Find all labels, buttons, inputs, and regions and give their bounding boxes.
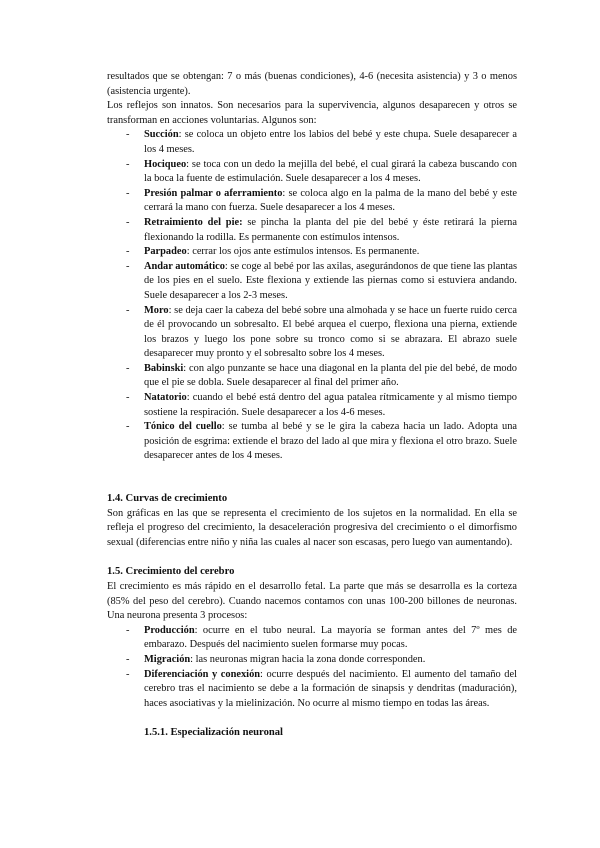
list-item: - Presión palmar o aferramiento: se coloca algo en la palma de la mano del bebé y este cerrará la mano con fuerza. Suele desaparecer a los 4 meses. (126, 187, 517, 214)
term: Natatorio (144, 392, 187, 404)
term: Tónico del cuello (144, 421, 222, 433)
term: Producción (144, 624, 195, 636)
page-content (107, 70, 517, 741)
intro-continuation: resultados que se obtengan: 7 o más (buenas condiciones), 4-6 (necesita asistencia) y 3 o menos (asistencia urgente). (107, 71, 517, 97)
list-item: - Succión: se coloca un objeto entre los labios del bebé y este chupa. Suele desaparecer a los 4 meses. (126, 129, 517, 155)
term: Migración (144, 653, 191, 665)
description: : se deja caer la cabeza del bebé sobre una almohada y se hace un fuerte ruido cerca de él provocando un sobresalto. El bebé arquea el cuerpo, flexiona una pierna, extiende los brazos y luego los pone sobre su tronco como si se abrazara. El abrazo suele desaparecer muy pronto y el sobresalto sobre los 4 meses. (144, 304, 517, 360)
description: : ocurre en el tubo neural. La mayoría se forman antes del 7º mes de embarazo. Después del nacimiento suelen formarse muy pocas. (144, 624, 517, 651)
list-item: - Moro: se deja caer la cabeza del bebé sobre una almohada y se hace un fuerte ruido cerca de él provocando un sobresalto. El bebé arquea el cuerpo, flexiona una pierna, extiende los brazos y luego los pone sobre su tronco como si se abrazara. El abrazo suele desaparecer muy pronto y el sobresalto sobre los 4 meses. (126, 304, 517, 360)
section-heading: 1.4. Curvas de crecimiento (107, 493, 228, 505)
list-item: - Hociqueo: se toca con un dedo la mejilla del bebé, el cual girará la cabeza buscando con la boca la fuente de estimulación. Suele desaparecer a los 4 meses. (126, 158, 517, 185)
processes-list (107, 624, 517, 712)
description: : las neuronas migran hacia la zona donde corresponden. (190, 653, 426, 665)
term: Succión (144, 129, 179, 141)
description: : con algo punzante se hace una diagonal en la planta del pie del bebé, de modo que el pie se dobla. Suele desaparecer al final del primer año. (144, 362, 517, 389)
list-item: - Producción: ocurre en el tubo neural. La mayoría se forman antes del 7º mes de embarazo. Después del nacimiento suelen formarse muy pocas. (126, 624, 517, 651)
description: : ocurre después del nacimiento. El aumento del tamaño del cerebro tras el nacimiento se debe a la formación de sinapsis y dendritas (maduración), haces asociativas y la mielinización. No ocurre al mismo tiempo en todas las áreas. (144, 668, 517, 709)
term: Diferenciación y conexión (144, 668, 261, 680)
section-body: El crecimiento es más rápido en el desarrollo fetal. La parte que más se desarrolla es la corteza (85% del peso del cerebro). Cuando nacemos contamos con unas 100-200 billones de neuronas. Una neurona presenta 3 procesos: (107, 581, 517, 622)
term: Babinski (144, 362, 184, 374)
reflexes-intro: Los reflejos son innatos. Son necesarios para la supervivencia, algunos desaparecen y otros se transforman en acciones voluntarias. Algunos son: (107, 100, 517, 126)
reflexes-list (107, 128, 517, 464)
description: se pincha la planta del pie del bebé y éste retirará la pierna flexionando la rodilla. Es permanente con estímulos intensos. (144, 216, 517, 243)
description: : se coloca un objeto entre los labios del bebé y este chupa. Suele desaparecer a los 4 meses. (144, 129, 517, 155)
description: : cuando el bebé está dentro del agua patalea rítmicamente y al mismo tiempo sostiene la respiración. Suele desaparecer a los 4-6 meses. (144, 392, 517, 418)
description: : se tumba al bebé y se le gira la cabeza hacia un lado. Adopta una posición de esgrima: extiende el brazo del lado al que mira y flexiona el otro brazo. Suele desaparecer antes de los 4 meses. (144, 421, 518, 462)
list-item: - Parpadeo: cerrar los ojos ante estímulos intensos. Es permanente. (126, 246, 420, 258)
term: Presión palmar o aferramiento (144, 187, 283, 199)
list-item: - Tónico del cuello: se tumba al bebé y se le gira la cabeza hacia un lado. Adopta una posición de esgrima: extiende el brazo del lado al que mira y flexiona el otro brazo. Suele desaparecer antes de los 4 meses. (126, 421, 518, 462)
list-item: - Diferenciación y conexión: ocurre después del nacimiento. El aumento del tamaño del cerebro tras el nacimiento se debe a la formación de sinapsis y dendritas (maduración), haces asociativas y la mielinización. No ocurre al mismo tiempo en todas las áreas. (126, 668, 517, 709)
list-item: - Migración: las neuronas migran hacia la zona donde corresponden. (126, 653, 426, 665)
description: : se coloca algo en la palma de la mano del bebé y este cerrará la mano con fuerza. Suele desaparecer a los 4 meses. (144, 187, 517, 214)
term: Hociqueo (144, 158, 187, 170)
term: Retraimiento del pie: (144, 216, 243, 228)
subsection-heading: 1.5.1. Especialización neuronal (144, 727, 284, 739)
list-item: - Natatorio: cuando el bebé está dentro del agua patalea rítmicamente y al mismo tiempo sostiene la respiración. Suele desaparecer a los 4-6 meses. (126, 392, 517, 418)
description: : se toca con un dedo la mejilla del bebé, el cual girará la cabeza buscando con la boca la fuente de estimulación. Suele desaparecer a los 4 meses. (144, 158, 517, 185)
section-body: Son gráficas en las que se representa el crecimiento de los sujetos en la normalidad. En ella se refleja el progreso del crecimiento, la desaceleración progresiva del crecimiento o el dimorfismo sexual (diferencias entre niño y niña las cuales al nacer son escasas, pero luego van aumentando). (107, 507, 517, 548)
description: : cerrar los ojos ante estímulos intensos. Es permanente. (186, 246, 420, 258)
list-item: - Babinski: con algo punzante se hace una diagonal en la planta del pie del bebé, de modo que el pie se dobla. Suele desaparecer al final del primer año. (126, 362, 517, 389)
term: Moro (144, 304, 169, 316)
term: Andar automático (144, 260, 225, 272)
term: Parpadeo (144, 246, 187, 258)
section-heading: 1.5. Crecimiento del cerebro (107, 566, 235, 578)
list-item: - Retraimiento del pie: se pincha la planta del pie del bebé y éste retirará la pierna flexionando la rodilla. Es permanente con estímulos intensos. (126, 216, 517, 243)
description: : se coge al bebé por las axilas, asegurándonos de que tiene las plantas de los pies en el suelo. Este flexiona y extiende las piernas como si estuviera andando. Suele desaparecer a los 2-3 meses. (144, 260, 517, 301)
list-item: - Andar automático: se coge al bebé por las axilas, asegurándonos de que tiene las plantas de los pies en el suelo. Este flexiona y extiende las piernas como si estuviera andando. Suele desaparecer a los 2-3 meses. (126, 260, 517, 301)
